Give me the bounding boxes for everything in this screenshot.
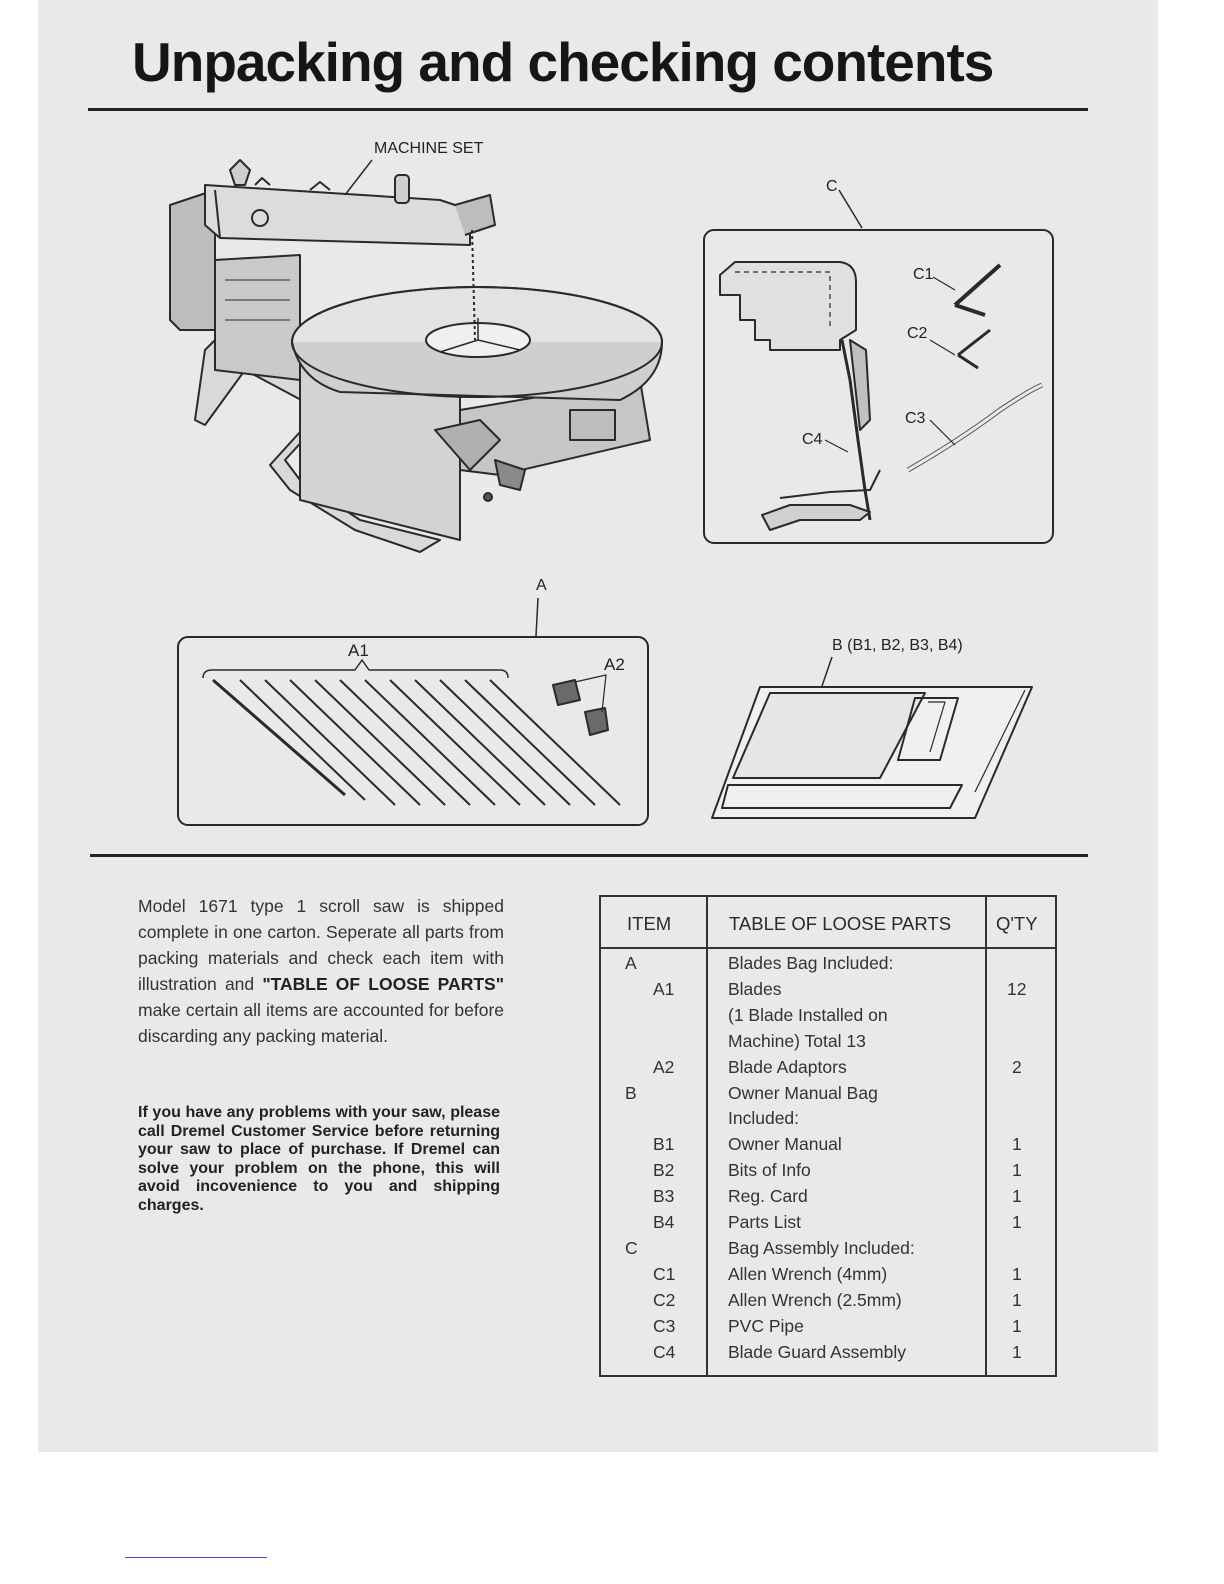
label-c3: C3	[905, 410, 926, 427]
row-item: B2	[653, 1160, 675, 1181]
table-row	[601, 1031, 1055, 1057]
table-row	[601, 1134, 1055, 1160]
row-qty: 2	[1012, 1056, 1022, 1077]
table-row	[601, 1238, 1055, 1264]
row-item: C4	[653, 1341, 676, 1362]
row-qty: 1	[1012, 1341, 1022, 1362]
table-row	[601, 1264, 1055, 1290]
row-item: B	[625, 1082, 637, 1103]
table-row	[601, 1186, 1055, 1212]
row-qty: 1	[1012, 1315, 1022, 1336]
row-description: Blade Guard Assembly	[728, 1341, 907, 1362]
label-c2: C2	[907, 325, 928, 342]
middle-divider	[90, 854, 1088, 857]
row-item: A1	[653, 978, 675, 999]
row-description: Included:	[728, 1108, 800, 1129]
row-description: Blades Bag Included:	[728, 953, 894, 973]
row-description: Allen Wrench (4mm)	[728, 1263, 888, 1284]
header-item: ITEM	[627, 913, 672, 934]
row-description: Owner Manual	[728, 1134, 842, 1155]
table-row	[601, 1212, 1055, 1238]
row-item: C1	[653, 1263, 676, 1284]
row-item: C	[625, 1237, 638, 1258]
row-description: Machine) Total 13	[728, 1030, 866, 1051]
row-description: Reg. Card	[728, 1186, 808, 1207]
table-row	[601, 1108, 1055, 1134]
table-row	[601, 1083, 1055, 1109]
row-qty: 1	[1012, 1160, 1022, 1181]
loose-parts-table	[599, 895, 1057, 1377]
row-qty: 12	[1007, 978, 1027, 999]
intro-text: Model 1671 type 1 scroll saw is shipped complete in one carton. Seperate all parts from packing materials and check each item with illustration and	[138, 896, 504, 994]
row-qty: 1	[1012, 1289, 1022, 1310]
label-machine-set: MACHINE SET	[374, 140, 484, 157]
intro-emphasis: "TABLE OF LOOSE PARTS"	[262, 974, 504, 994]
label-c: C	[826, 178, 838, 195]
row-item: B4	[653, 1212, 675, 1232]
row-qty: 1	[1012, 1186, 1022, 1207]
row-item: C3	[653, 1315, 676, 1336]
page-title: Unpacking and checking contents	[132, 31, 994, 93]
intro-text-end: make certain all items are accounted for before discarding any packing material.	[138, 1000, 504, 1046]
table-row	[601, 1342, 1055, 1368]
row-description: Owner Manual Bag	[728, 1082, 878, 1103]
row-item: B1	[653, 1134, 675, 1155]
label-a1: A1	[348, 641, 369, 660]
table-row	[601, 1290, 1055, 1316]
row-description: Blades	[728, 978, 782, 999]
header-parts: TABLE OF LOOSE PARTS	[729, 913, 952, 934]
row-item: A2	[653, 1056, 675, 1077]
support-notice: If you have any problems with your saw, please call Dremel Customer Service before returning your saw to place of purchase. If Dremel can solve your problem on the phone, this will avoid incovenience to you and shipping charges.	[138, 1104, 500, 1214]
scroll-saw-drawing	[170, 160, 662, 552]
table-row	[601, 1057, 1055, 1083]
label-c4: C4	[802, 431, 823, 448]
row-qty: 1	[1012, 1263, 1022, 1284]
table-row	[601, 979, 1055, 1005]
label-a2: A2	[604, 655, 625, 674]
row-description: Allen Wrench (2.5mm)	[728, 1289, 902, 1310]
row-description: (1 Blade Installed on	[728, 1004, 888, 1025]
table-header-divider	[601, 947, 1055, 949]
table-row	[601, 953, 1055, 979]
row-description: Bits of Info	[728, 1160, 811, 1181]
row-item: B3	[653, 1186, 675, 1207]
bottom-link-line	[125, 1557, 267, 1558]
label-a: A	[536, 577, 547, 594]
intro-paragraph	[138, 893, 504, 1049]
row-item: C2	[653, 1289, 676, 1310]
label-c1: C1	[913, 266, 934, 283]
label-b: B (B1, B2, B3, B4)	[832, 637, 963, 654]
row-item: A	[625, 953, 637, 973]
row-description: Bag Assembly Included:	[728, 1237, 915, 1258]
table-row	[601, 1005, 1055, 1031]
row-qty: 1	[1012, 1212, 1022, 1232]
table-row	[601, 1160, 1055, 1186]
row-qty: 1	[1012, 1134, 1022, 1155]
row-description: PVC Pipe	[728, 1315, 804, 1336]
row-description: Blade Adaptors	[728, 1056, 847, 1077]
table-row	[601, 1316, 1055, 1342]
header-qty: Q'TY	[996, 913, 1038, 934]
row-description: Parts List	[728, 1212, 801, 1232]
